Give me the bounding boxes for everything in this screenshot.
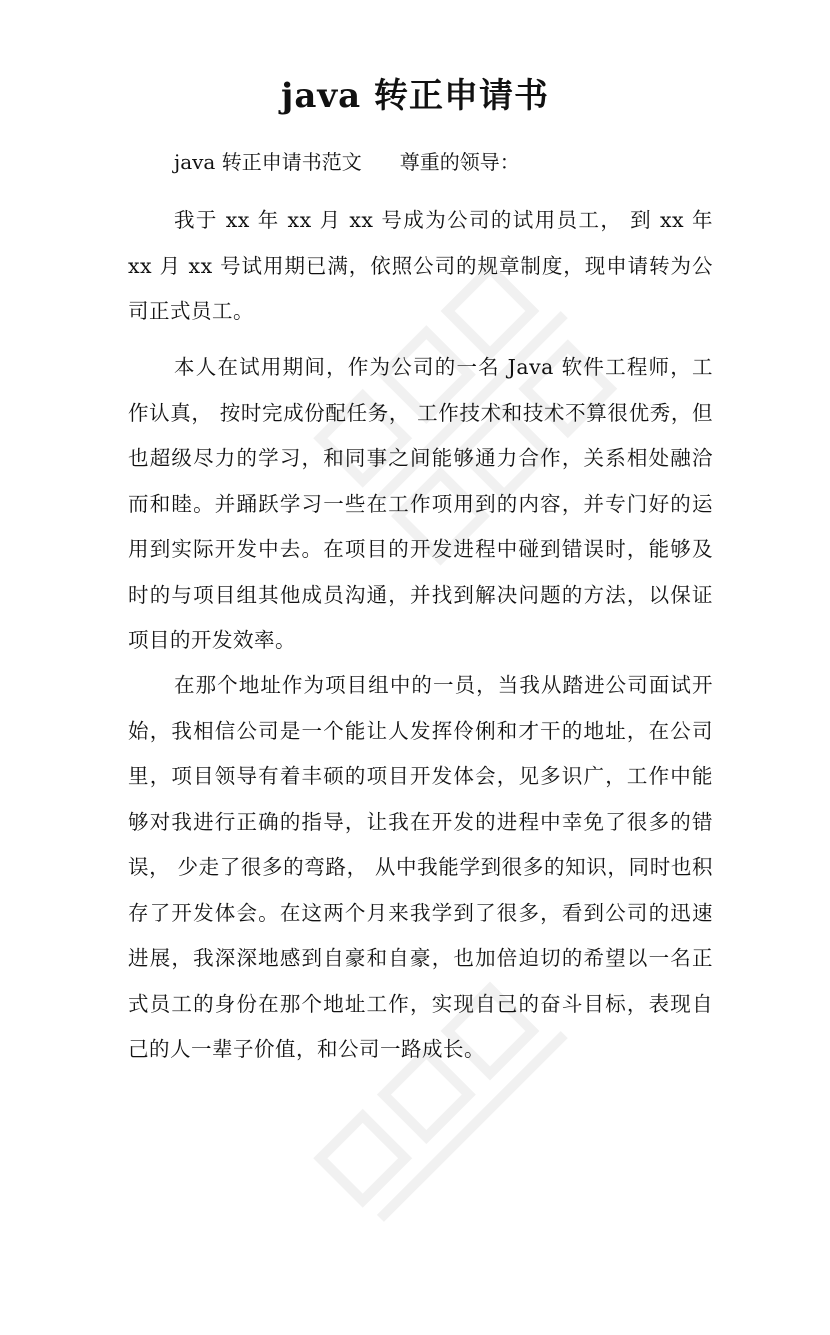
paragraph-2: 本人在试用期间，作为公司的一名 Java 软件工程师，工作认真， 按时完成份配任务， 工作技术和技术不算很优秀，但也超级尽力的学习，和同事之间能够通力合作，关系相处融洽而和睦。并踊跃学习一些在工作项用到的内容，并专门好的运用到实际开发中去。在项目的开发进程中碰到错误时，能够及时的与项目组其他成员沟通，并找到解决问题的方法，以保证项目的开发效率。 — [128, 355, 713, 652]
page-title: java 转正申请书 — [281, 76, 549, 116]
subtitle-doc-name: java 转正申请书范文 — [174, 150, 362, 174]
paragraph-3: 在那个地址作为项目组中的一员，当我从踏进公司面试开始，我相信公司是一个能让人发挥伶俐和才干的地址，在公司里，项目领导有着丰硕的项目开发体会，见多识广，工作中能够对我进行正确的指导，让我在开发的进程中幸免了很多的错误， 少走了很多的弯路， 从中我能学到很多的知识，同时也积存了开发体会。在这两个月来我学到了很多，看到公司的迅速进展，我深深地感到自豪和自豪，也加倍迫切的希望以一名正式员工的身份在那个地址工作，实现自己的奋斗目标，表现自己的人一辈子价值，和公司一路成长。 — [128, 673, 713, 1061]
paragraph-1: 我于 xx 年 xx 月 xx 号成为公司的试用员工， 到 xx 年 xx 月 xx 号试用期已满，依照公司的规章制度，现申请转为公司正式员工。 — [128, 208, 713, 323]
subtitle-line — [174, 145, 520, 179]
salutation: 尊重的领导： — [399, 150, 520, 174]
